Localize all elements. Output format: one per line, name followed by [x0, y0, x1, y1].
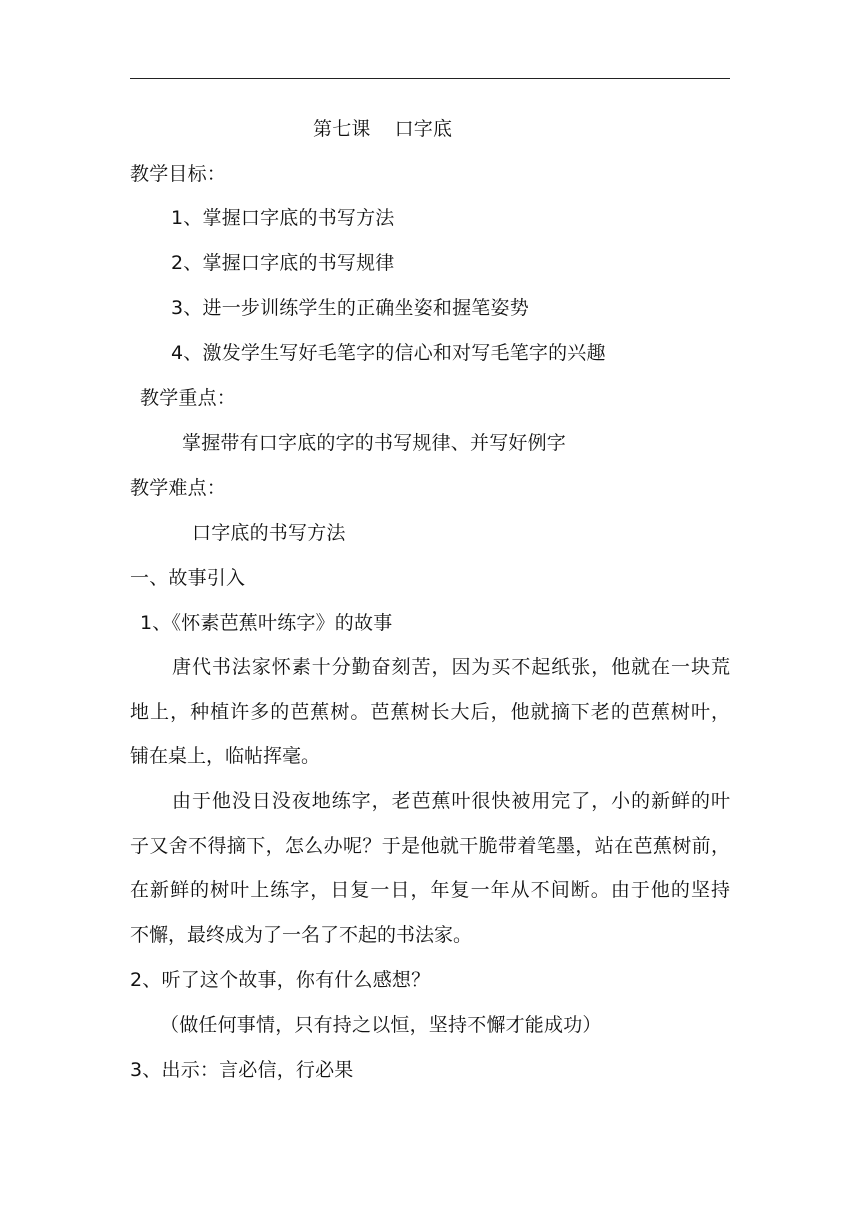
objective-item: 3、进一步训练学生的正确坐姿和握笔姿势	[171, 297, 529, 319]
difficulties-heading: 教学难点：	[130, 477, 227, 499]
answer-text: （做任何事情，只有持之以恒，坚持不懈才能成功）	[160, 1014, 602, 1036]
display-item: 3、出示：言必信，行必果	[130, 1059, 354, 1081]
objective-item: 1、掌握口字底的书写方法	[171, 207, 395, 229]
difficulties-text: 口字底的书写方法	[192, 522, 346, 544]
lesson-title	[313, 116, 452, 142]
objective-item: 2、掌握口字底的书写规律	[171, 252, 395, 274]
key-points-text: 掌握带有口字底的字的书写规律、并写好例字	[182, 432, 567, 454]
story-title: 1、《怀素芭蕉叶练字》的故事	[140, 612, 393, 634]
objective-item: 4、激发学生写好毛笔字的信心和对写毛笔字的兴趣	[171, 342, 606, 364]
story-paragraph-line: 铺在桌上，临帖挥毫。	[130, 745, 321, 767]
lesson-number: 第七课	[313, 118, 371, 140]
story-paragraph-line: 在新鲜的树叶上练字，日复一日，年复一年从不间断。由于他的坚持	[130, 879, 730, 901]
story-paragraph-line: 子又舍不得摘下，怎么办呢？于是他就干脆带着笔墨，站在芭蕉树前，	[130, 835, 730, 857]
lesson-topic: 口字底	[394, 118, 453, 140]
story-paragraph-line: 由于他没日没夜地练字，老芭蕉叶很快被用完了，小的新鲜的叶	[172, 790, 730, 812]
question-item: 2、听了这个故事，你有什么感想？	[130, 969, 431, 991]
story-paragraph-line: 地上，种植许多的芭蕉树。芭蕉树长大后，他就摘下老的芭蕉树叶，	[130, 701, 730, 723]
objectives-heading: 教学目标：	[130, 163, 227, 185]
story-paragraph-line: 唐代书法家怀素十分勤奋刻苦，因为买不起纸张，他就在一块荒	[172, 656, 730, 678]
section-heading: 一、故事引入	[130, 567, 246, 589]
header-rule	[130, 78, 730, 79]
story-paragraph-line: 不懈，最终成为了一名了不起的书法家。	[130, 924, 473, 946]
key-points-heading: 教学重点：	[140, 387, 237, 409]
